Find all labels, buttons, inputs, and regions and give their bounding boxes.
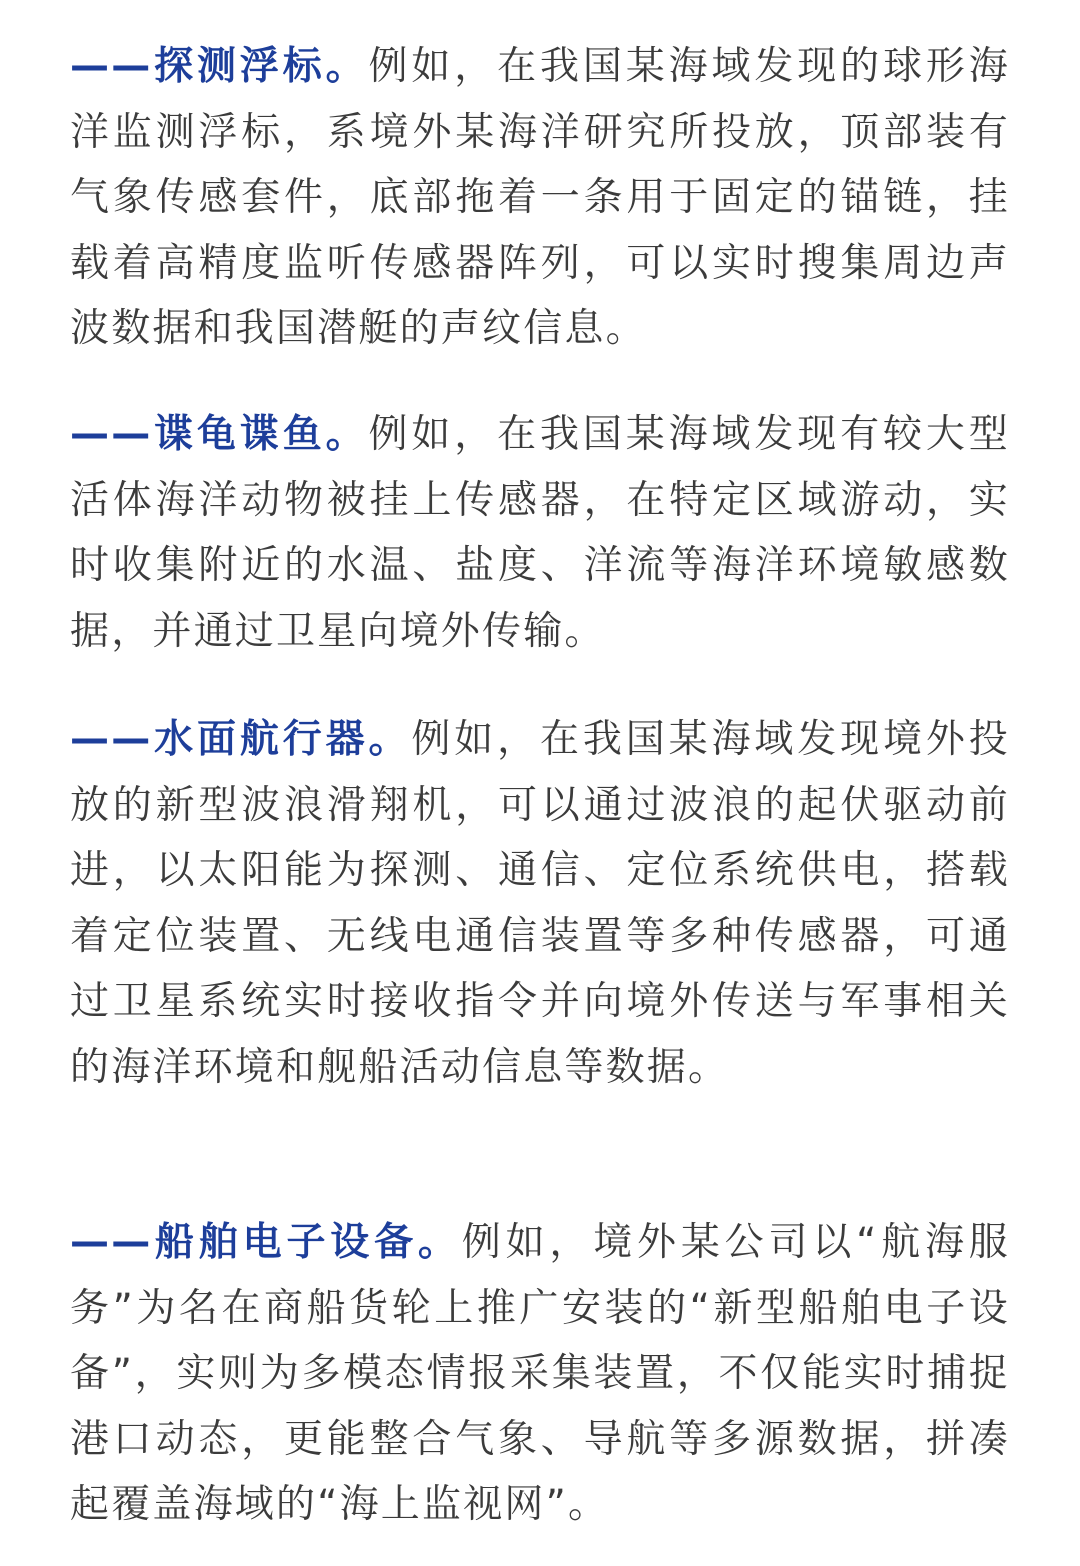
paragraph-heading: ——水面航行器。 xyxy=(70,717,412,762)
paragraph-detection-buoy xyxy=(70,34,1010,362)
paragraph-heading: ——船舶电子设备。 xyxy=(70,1220,462,1265)
paragraph-text: 例如，在我国某海域发现的球形海洋监测浮标，系境外某海洋研究所投放，顶部装有气象传感套件，底部拖着一条用于固定的锚链，挂载着高精度监听传感器阵列，可以实时搜集周边声波数据和我国潜艇的声纹信息。 xyxy=(70,44,1010,351)
paragraph-heading: ——谍龟谍鱼。 xyxy=(70,412,369,457)
paragraph-text: 例如，在我国某海域发现境外投放的新型波浪滑翔机，可以通过波浪的起伏驱动前进，以太阳能为探测、通信、定位系统供电，搭载着定位装置、无线电通信装置等多种传感器，可通过卫星系统实时接收指令并向境外传送与军事相关的海洋环境和舰船活动信息等数据。 xyxy=(70,717,1010,1090)
paragraph-ship-electronics xyxy=(70,1210,1010,1538)
paragraph-surface-vehicle xyxy=(70,707,1010,1100)
paragraph-heading: ——探测浮标。 xyxy=(70,44,369,89)
paragraph-text: 例如，境外某公司以“航海服务”为名在商船货轮上推广安装的“新型船舶电子设备”，实则为多模态情报采集装置，不仅能实时捕捉港口动态，更能整合气象、导航等多源数据，拼凑起覆盖海域的“海上监视网”。 xyxy=(70,1220,1010,1527)
paragraph-text: 例如，在我国某海域发现有较大型活体海洋动物被挂上传感器，在特定区域游动，实时收集附近的水温、盐度、洋流等海洋环境敏感数据，并通过卫星向境外传输。 xyxy=(70,412,1010,654)
paragraph-spy-turtle-fish xyxy=(70,402,1010,664)
